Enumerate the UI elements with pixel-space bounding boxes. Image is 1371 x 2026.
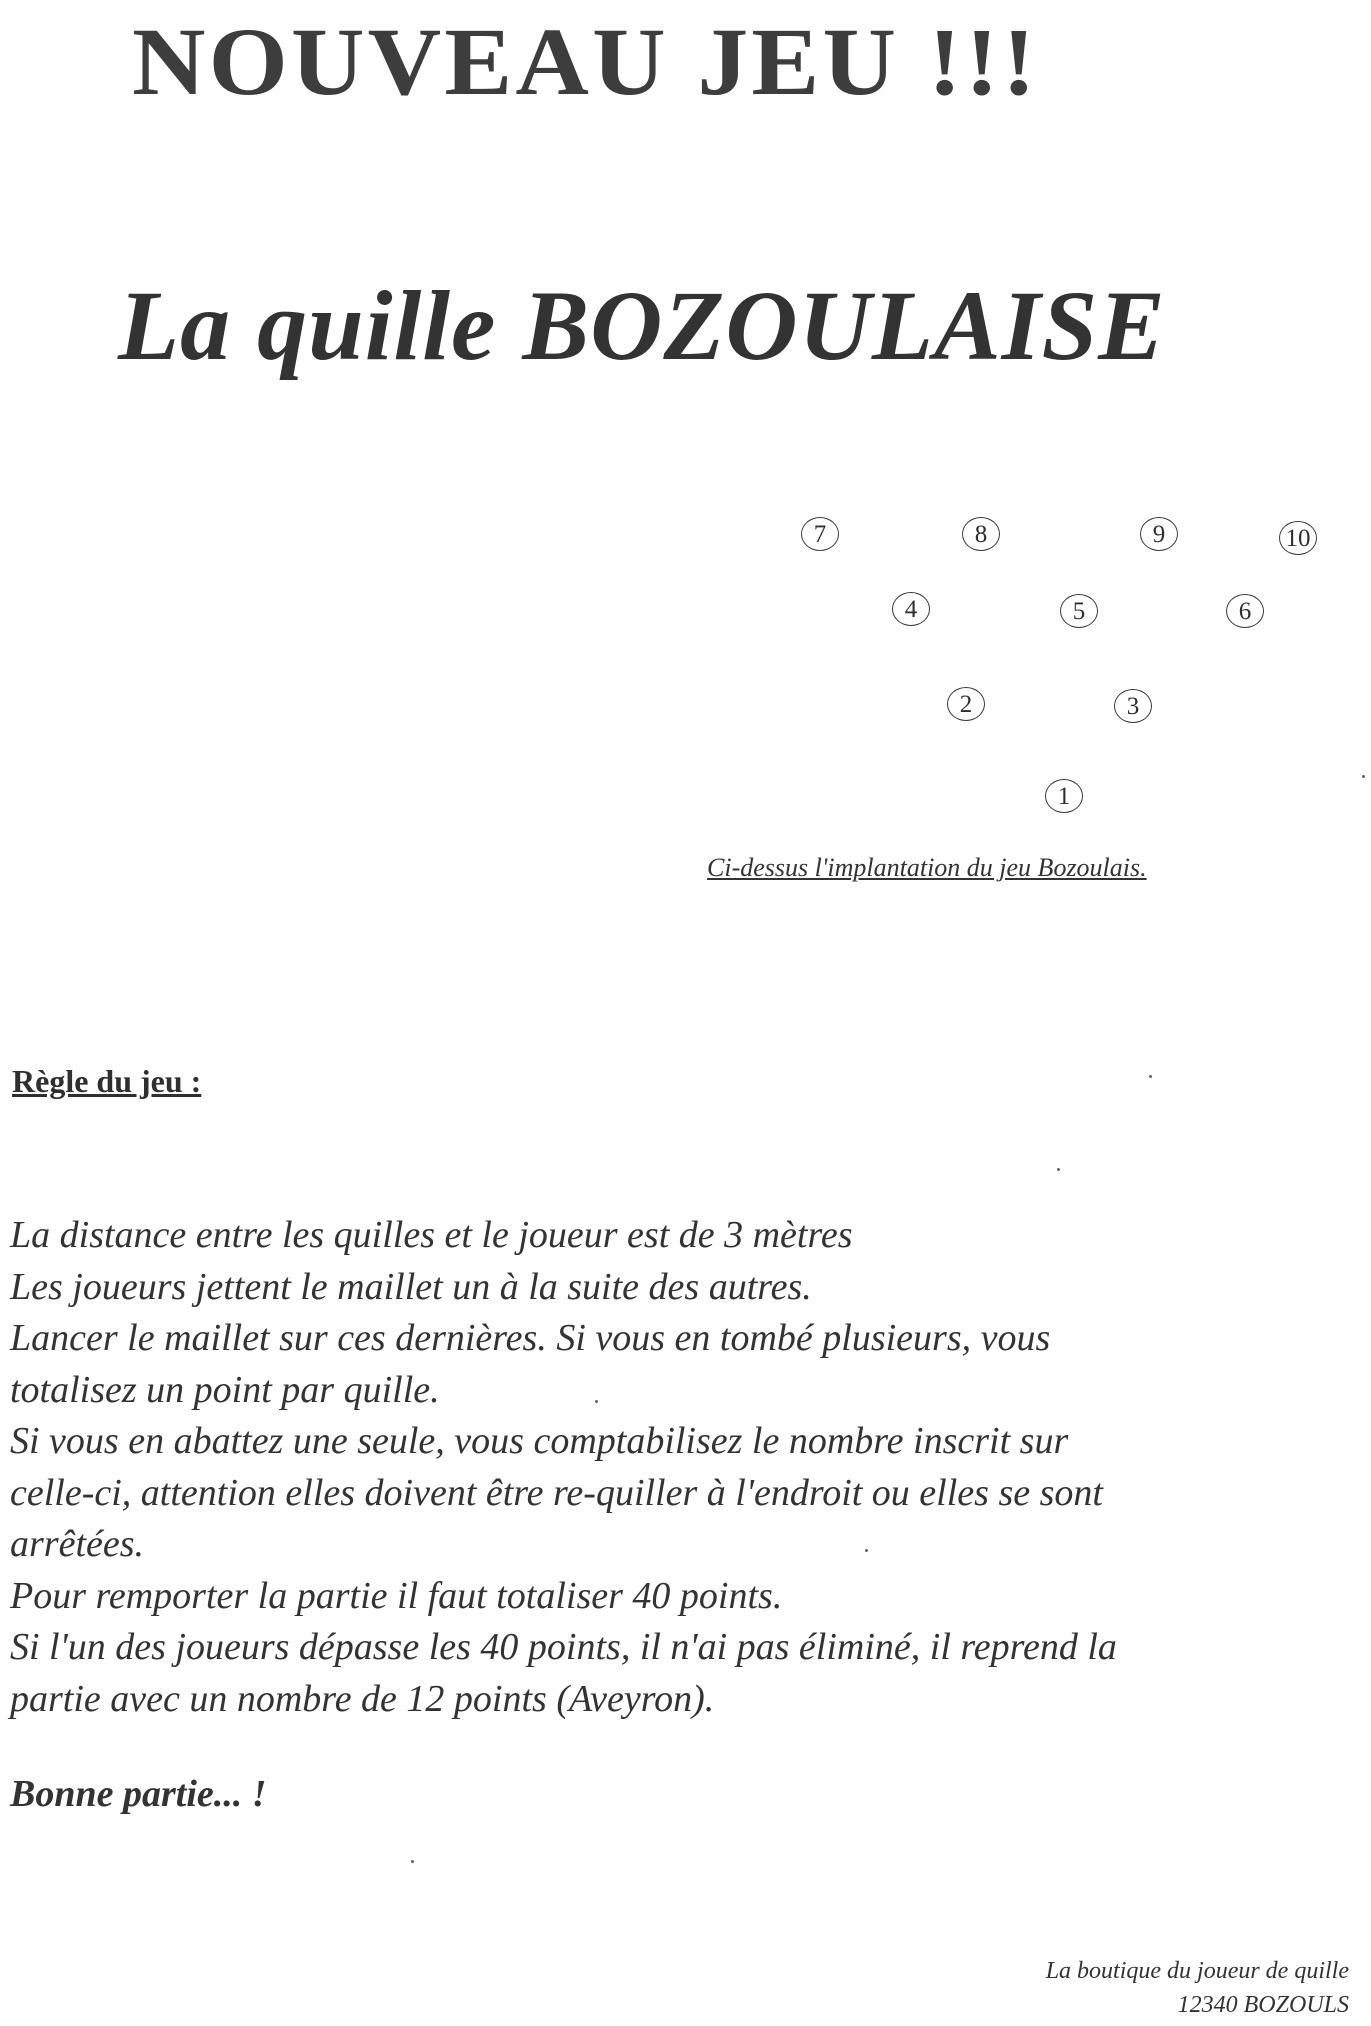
rule-line: partie avec un nombre de 12 points (Aveyron). <box>10 1677 715 1720</box>
rules-heading: Règle du jeu : <box>12 1063 202 1099</box>
rule-line: Lancer le maillet sur ces dernières. Si vous en tombé plusieurs, vous <box>10 1317 1051 1359</box>
pin-10: 10 <box>1279 521 1317 555</box>
footer-signature <box>1046 1954 1349 2022</box>
rule-line: Si vous en abattez une seule, vous comptabilisez le nombre inscrit sur <box>10 1420 1069 1462</box>
rule-line: Si l'un des joueurs dépasse les 40 points, il n'ai pas éliminé, il reprend la <box>10 1626 1117 1668</box>
game-title: La quille BOZOULAISE <box>118 270 1166 381</box>
pin-5: 5 <box>1060 594 1098 628</box>
pin-2: 2 <box>947 687 985 721</box>
rule-line: Les joueurs jettent le maillet un à la suite des autres. <box>10 1265 812 1308</box>
rule-line: La distance entre les quilles et le joueur est de 3 mètres <box>10 1214 853 1256</box>
rule-line: Pour remporter la partie il faut totaliser 40 points. <box>10 1574 783 1617</box>
shop-name: La boutique du joueur de quille <box>1045 1958 1349 1984</box>
rule-line: celle-ci, attention elles doivent être re-quiller à l'endroit ou elles se sont <box>10 1471 1103 1514</box>
scan-speck <box>1149 1075 1152 1078</box>
pin-4: 4 <box>892 592 930 626</box>
rule-line: arrêtées. <box>10 1523 145 1565</box>
layout-caption: Ci-dessus l'implantation du jeu Bozoulais. <box>707 853 1147 882</box>
scan-speck <box>595 1400 598 1403</box>
shop-address: 12340 BOZOULS <box>1177 1992 1349 2018</box>
scan-speck <box>1362 775 1365 778</box>
pin-8: 8 <box>962 517 1000 551</box>
pin-9: 9 <box>1140 517 1178 551</box>
headline: NOUVEAU JEU !!! <box>132 8 1039 115</box>
rule-line: totalisez un point par quille. <box>10 1368 440 1411</box>
scan-speck <box>1057 1168 1060 1171</box>
scan-speck <box>865 1549 868 1552</box>
pin-3: 3 <box>1114 689 1152 723</box>
rules-text <box>10 1210 1340 1725</box>
closing-line: Bonne partie... ! <box>10 1773 267 1815</box>
pin-7: 7 <box>801 517 839 551</box>
scan-speck <box>411 1860 414 1863</box>
pin-6: 6 <box>1226 594 1264 628</box>
pin-1: 1 <box>1045 779 1083 813</box>
